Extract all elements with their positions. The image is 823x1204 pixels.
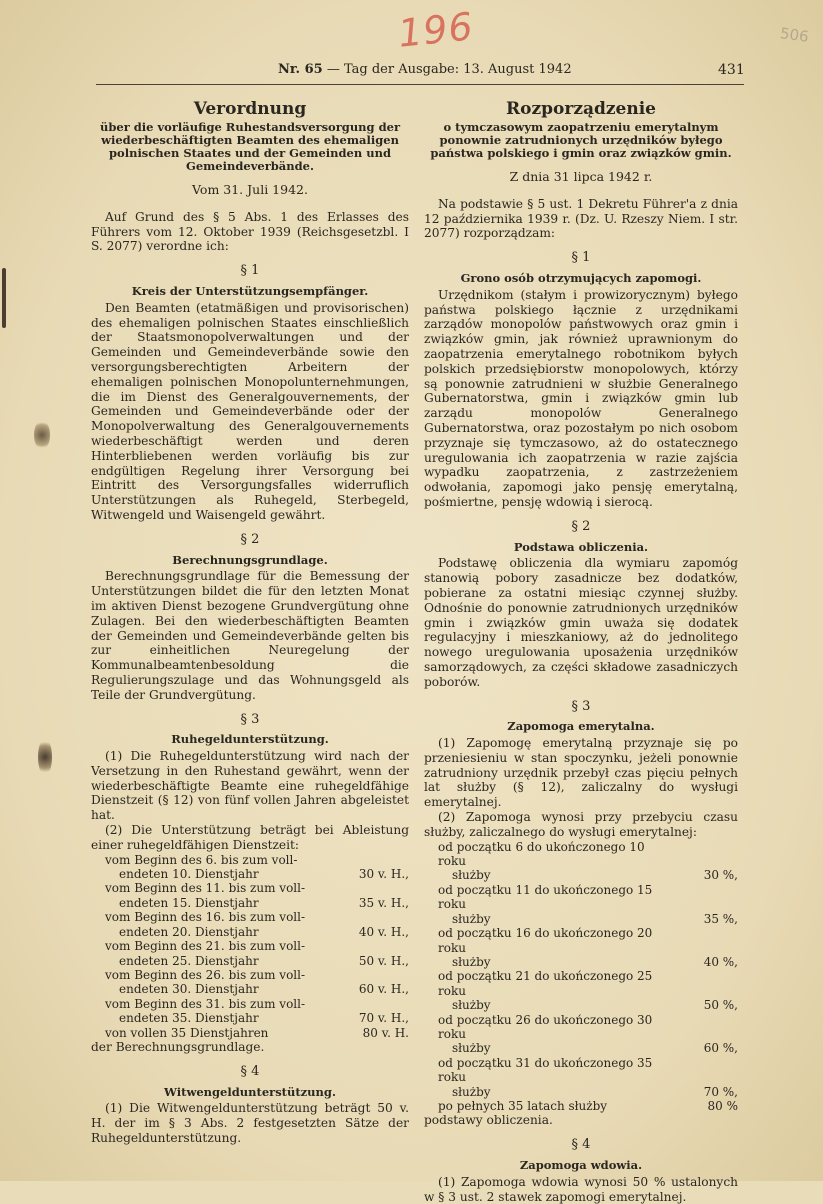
handwritten-page-note: 196 [395,4,476,56]
german-rate-table [91,853,409,1040]
german-rate-row: vom Beginn des 16. bis zum voll- endeten 20. Dienstjahr 40 v. H., [105,910,409,939]
german-rate-row: vom Beginn des 31. bis zum voll- endeten 35. Dienstjahr 70 v. H., [105,996,409,1026]
polish-rate-table [424,840,738,1114]
german-section-1-number: § 1 [240,263,260,279]
german-section-2-heading: Berechnungsgrundlage. [172,552,328,567]
issue-number: Nr. 65 [278,62,323,77]
german-title: Verordnung [193,99,307,119]
polish-rate-row: od początku 16 do ukończonego 20 roku służby 40 %, [438,926,738,969]
polish-subtitle: o tymczasowym zaopatrzeniu emerytalnym ponownie zatrudnionych urzędników byłego państwa polskiego i gmin oraz związków gmin. [430,120,732,160]
polish-section-2-heading: Podstawa obliczenia. [513,539,649,554]
german-rate-row: vom Beginn des 21. bis zum voll- endeten 25. Dienstjahr 50 v. H., [105,939,409,968]
german-subtitle: über die vorläufige Ruhestandsversorgung der wiederbeschäftigten Beamten des ehemaligen polnischen Staates und der Gemeinden und Gemeindeverbände. [99,120,401,173]
polish-section-3-number: § 3 [571,698,591,714]
polish-section-4-text: (1) Zapomoga wdowia wynosi 50 % ustalonych w § 3 ust. 2 stawek zapomogi emerytalnej. [424,1174,738,1204]
german-column [91,96,409,1146]
polish-preamble: Na podstawie § 5 ust. 1 Dekretu Führer'a z dnia 12 października 1939 r. (Dz. U. Rzeszy Niem. I str. 2077) rozporządzam: [424,196,738,241]
german-section-1-text: Den Beamten (etatmäßigen und provisorischen) des ehemaligen polnischen Staates einschließlich der Staatsmonopolverwaltungen und der Gemeinden und Gemeindeverbände sowie den versorgungsberechtigten Arbeitern der ehemaligen polnischen Monopolunternehmungen, die im Dienst des Generalgouvernements, der Gemeinden und Gemeindeverbände oder der Monopolverwaltung des Generalgouvernements wiederbeschäftigt werden und deren Hinterbliebenen werden vorläufig bis zur endgültigen Regelung ihrer Versorgung bei Eintritt des Versorgungsfalles widerruflich Unterstützungen als Ruhegeld, Sterbegeld, Witwengeld und Waisengeld gewährt. [91,300,409,522]
polish-rate-row-last: po pełnych 35 latach służby 80 % [438,1098,738,1113]
german-rate-row: vom Beginn des 11. bis zum voll- endeten 15. Dienstjahr 35 v. H., [105,881,409,910]
polish-rate-row: od początku 21 do ukończonego 25 roku służby 50 %, [438,969,738,1013]
polish-rate-row: od początku 31 do ukończonego 35 roku służby 70 %, [438,1055,738,1099]
polish-section-4-number: § 4 [571,1137,591,1153]
german-rate-row: vom Beginn des 6. bis zum voll- endeten 10. Dienstjahr 30 v. H., [105,852,409,882]
german-section-3-para-2: (2) Die Unterstützung beträgt bei Ableistung einer ruhegeldfähigen Dienstzeit: [91,823,409,852]
german-preamble: Auf Grund des § 5 Abs. 1 des Erlasses des Führers vom 12. Oktober 1939 (Reichsgesetzbl. I S. 2077) verordne ich: [91,209,409,254]
polish-rate-row: od początku 26 do ukończonego 30 roku służby 60 %, [438,1012,738,1056]
german-section-2-text: Berechnungsgrundlage für die Bemessung der Unterstützungen bildet die für den letzten Monat im aktiven Dienst bezogene Grundvergütung ohne Zulagen. Bei den wiederbeschäftigten Beamten der Gemeinden und Gemeindeverbände gelten bis zur einheitlichen Neuregelung der Kommunalbeamtenbesoldung die Regulierungszulage und das Wohnungsgeld als Teile der Grundvergütung. [91,569,409,702]
polish-title: Rozporządzenie [506,99,656,119]
german-section-2-number: § 2 [240,531,260,547]
issue-separator: — [326,62,340,77]
polish-column [424,96,738,1204]
german-section-1-heading: Kreis der Unterstützungsempfänger. [131,283,369,298]
german-section-4-number: § 4 [240,1063,260,1079]
issue-date: Tag der Ausgabe: 13. August 1942 [343,62,572,77]
handwritten-corner-note: 506 [778,24,810,46]
polish-section-2-text: Podstawę obliczenia dla wymiaru zapomóg stanowią pobory zasadnicze bez dodatków, pobierane za ostatni miesiąc czynnej służby. Odnośnie do ponownie zatrudnionych urzędników gmin i związków gmin uważa się dodatek regulacyjny i mieszkaniowy, aż do jednolitego nowego uregulowania uposażenia urzędników samorządowych, za części składowe zasadniczych poborów. [424,556,738,689]
polish-date: Z dnia 31 lipca 1942 r. [509,169,653,184]
binding-hole-bottom [38,738,52,776]
german-section-3-para-1: (1) Die Ruhegeldunterstützung wird nach der Versetzung in den Ruhestand gewährt, wenn der wiederbeschäftigte Beamte eine ruhegeldfähige Dienstzeit (§ 12) von fünf vollen Jahren abgeleistet hat. [91,749,409,823]
issue-line [278,62,572,77]
binding-hole-top [34,420,50,450]
polish-section-3-para-2: (2) Zapomoga wynosi przy przebyciu czasu służby, zaliczalnego do wysługi emerytalnej: [424,810,738,839]
german-rate-row: vom Beginn des 26. bis zum voll- endeten 30. Dienstjahr 60 v. H., [105,967,409,997]
polish-section-1-number: § 1 [571,250,591,266]
page-header [0,58,823,86]
polish-section-1-text: Urzędnikom (stałym i prowizorycznym) byłego państwa polskiego łącznie z urzędnikami zarządów monopolów państwowych oraz gmin i związków gmin, jak również uprawnionym do zaopatrzenia emerytalnego robotnikom byłych polskich przedsiębiorstw monopolowych, którzy są ponownie zatrudnieni w służbie Generalnego Gubernatorstwa, gmin i związków gmin lub zarządu monopolów Generalnego Gubernatorstwa, oraz pozostałym po nich osobom przyznaje się tymczasowo, aż do ostatecznego uregulowania ich zaopatrzenia w razie zajścia wypadku zaopatrzenia, z zastrzeżeniem odwołania, zapomogi jako pensję emerytalną, pośmiertne, pensję wdowią i sierocą. [424,287,738,509]
polish-section-1-heading: Grono osób otrzymujących zapomogi. [460,270,702,285]
german-rate-row-last: von vollen 35 Dienstjahren 80 v. H. [105,1025,409,1040]
german-section-4-text: (1) Die Witwengeldunterstützung beträgt 50 v. H. der im § 3 Abs. 2 festgesetzten Sätze der Ruhegeldunterstützung. [91,1101,409,1145]
german-date: Vom 31. Juli 1942. [192,182,308,197]
polish-rate-row: od początku 11 do ukończonego 15 roku służby 35 %, [438,882,738,926]
margin-mark [2,268,6,328]
german-section-3-heading: Ruhegeldunterstützung. [171,732,329,747]
polish-section-3-tail: podstawy obliczenia. [424,1113,553,1128]
polish-section-3-para-1: (1) Zapomogę emerytalną przyznaje się po przeniesieniu w stan spoczynku, jeżeli ponownie zatrudniony urzędnik przebył czas pięciu pełnych lat służby (§ 12), zaliczalny do wysługi emerytalnej. [424,736,738,810]
header-rule [96,84,744,85]
polish-section-4-heading: Zapomoga wdowia. [519,1157,643,1172]
page-number: 431 [718,62,745,78]
polish-section-2-number: § 2 [571,518,591,534]
german-section-4-heading: Witwengeldunterstützung. [164,1084,336,1099]
polish-section-3-heading: Zapomoga emerytalna. [507,719,655,734]
german-section-3-number: § 3 [240,711,260,727]
german-section-3-tail: der Berechnungsgrundlage. [91,1039,265,1054]
polish-rate-row: od początku 6 do ukończonego 10 roku służby 30 %, [438,839,738,883]
